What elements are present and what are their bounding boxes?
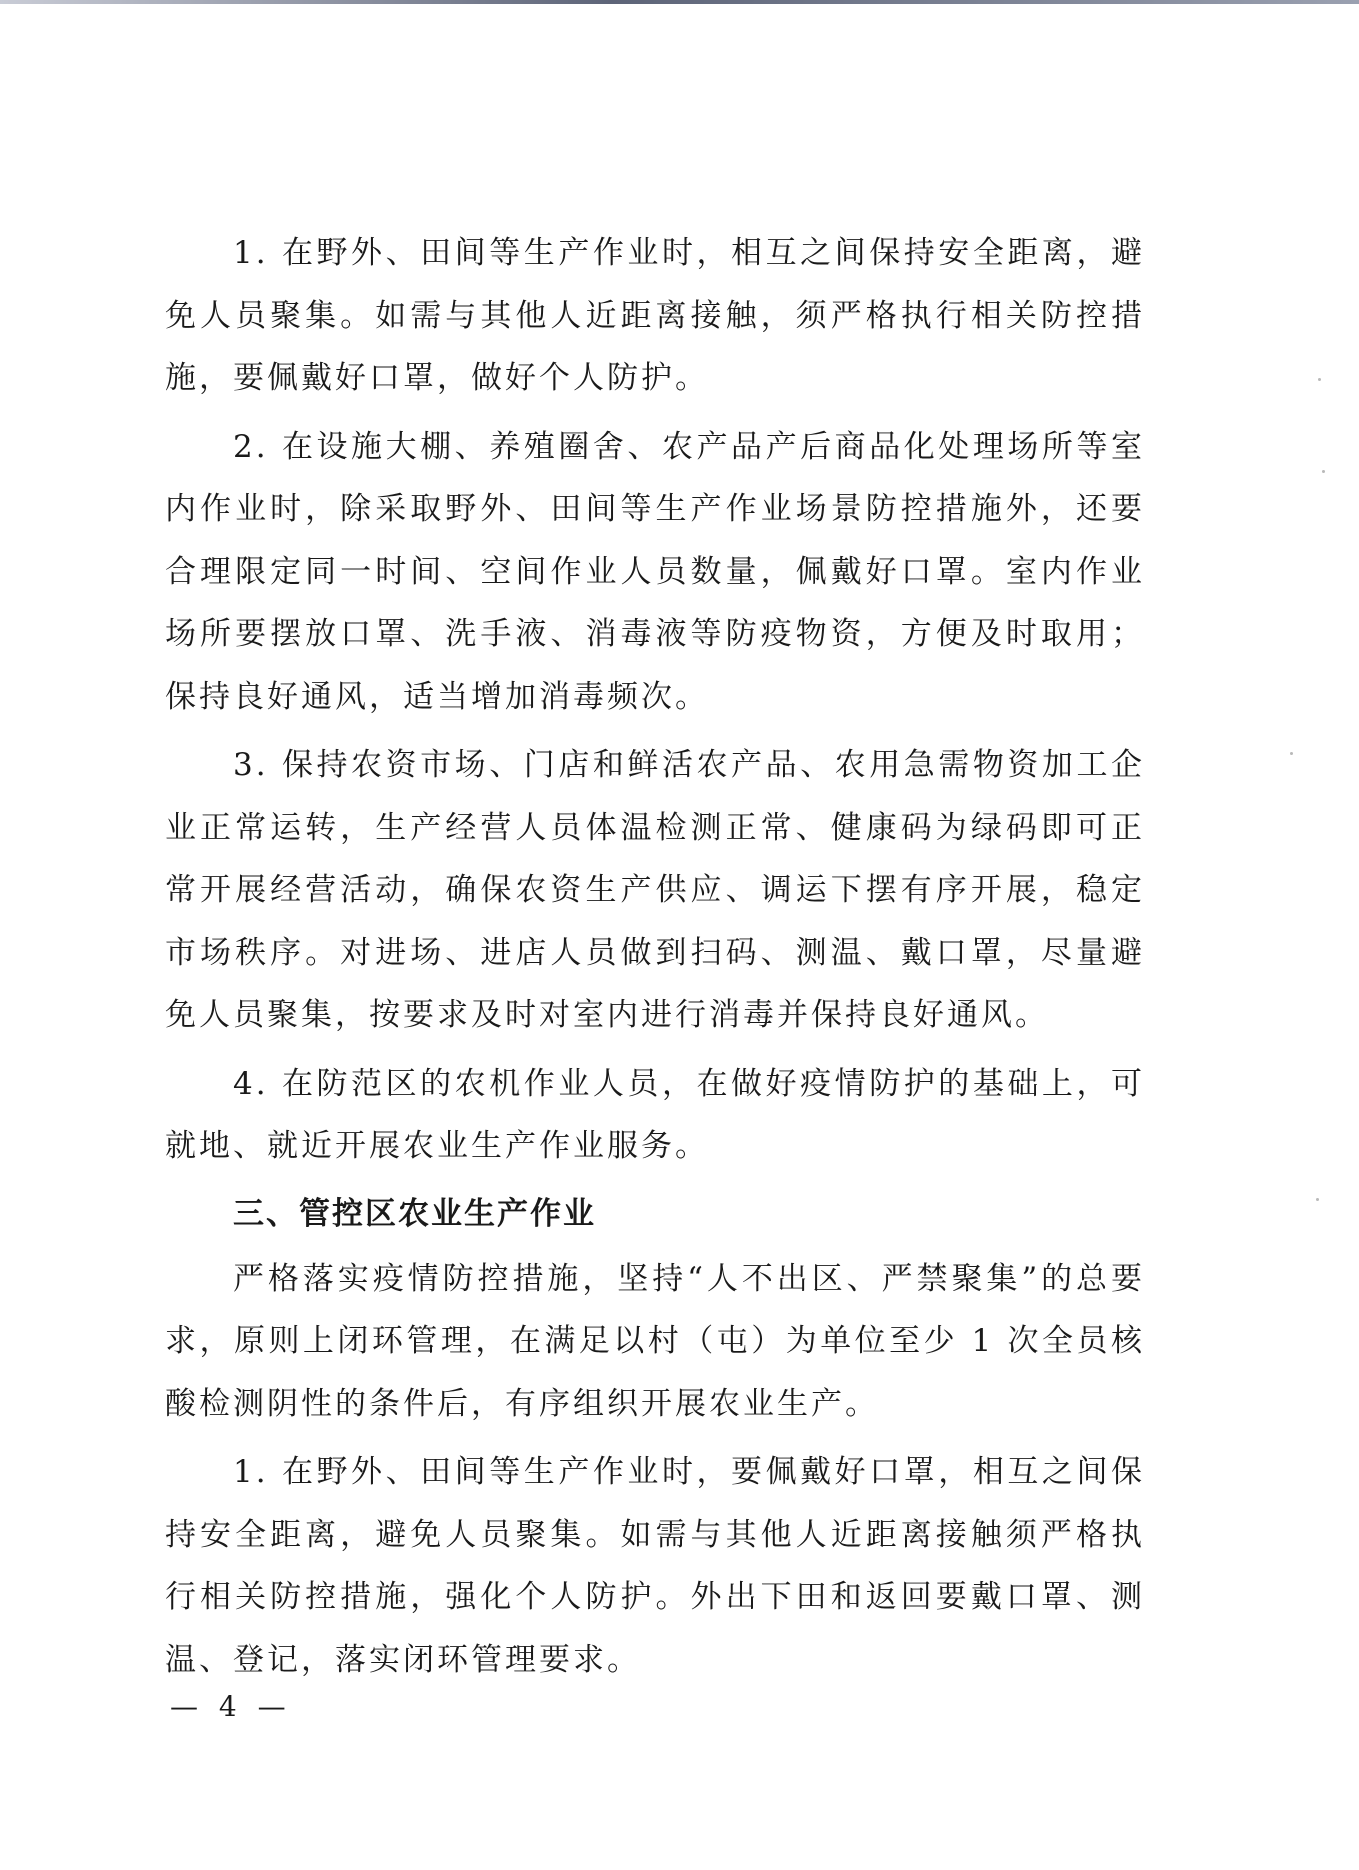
paragraph-control-zone-outdoor-work: 1. 在野外、田间等生产作业时，要佩戴好口罩，相互之间保持安全距离，避免人员聚集。如需与其他人近距离接触须严格执行相关防控措施，强化个人防护。外出下田和返回要戴口罩、测温、登记，落实闭环管理要求。 [165,1454,1145,1678]
paragraph-farm-machinery: 4. 在防范区的农机作业人员，在做好疫情防护的基础上，可就地、就近开展农业生产作业服务。 [165,1065,1145,1164]
paragraph-control-zone-intro: 严格落实疫情防控措施，坚持“人不出区、严禁聚集”的总要求，原则上闭环管理，在满足以村（屯）为单位至少 1 次全员核酸检测阴性的条件后，有序组织开展农业生产。 [165,1260,1145,1422]
scan-speck [1318,378,1321,381]
paragraph-outdoor-work: 1. 在野外、田间等生产作业时，相互之间保持安全距离，避免人员聚集。如需与其他人近距离接触，须严格执行相关防控措施，要佩戴好口罩，做好个人防护。 [165,235,1145,396]
scan-top-edge [0,0,1359,4]
scan-speck [1322,470,1325,473]
paragraph-agri-supply-markets: 3. 保持农资市场、门店和鲜活农产品、农用急需物资加工企业正常运转，生产经营人员体温检测正常、健康码为绿码即可正常开展经营活动，确保农资生产供应、调运下摆有序开展，稳定市场秩序。对进场、进店人员做到扫码、测温、戴口罩，尽量避免人员聚集，按要求及时对室内进行消毒并保持良好通风。 [165,747,1145,1033]
page-number: — 4 — [170,1690,292,1723]
document-body [165,222,1145,1697]
section-heading-control-zone: 三、管控区农业生产作业 [233,1195,596,1232]
scan-speck [1316,1198,1319,1201]
scan-speck [1290,752,1293,755]
paragraph-indoor-work: 2. 在设施大棚、养殖圈舍、农产品产后商品化处理场所等室内作业时，除采取野外、田间等生产作业场景防控措施外，还要合理限定同一时间、空间作业人员数量，佩戴好口罩。室内作业场所要摆放口罩、洗手液、消毒液等防疫物资，方便及时取用；保持良好通风，适当增加消毒频次。 [165,428,1145,715]
